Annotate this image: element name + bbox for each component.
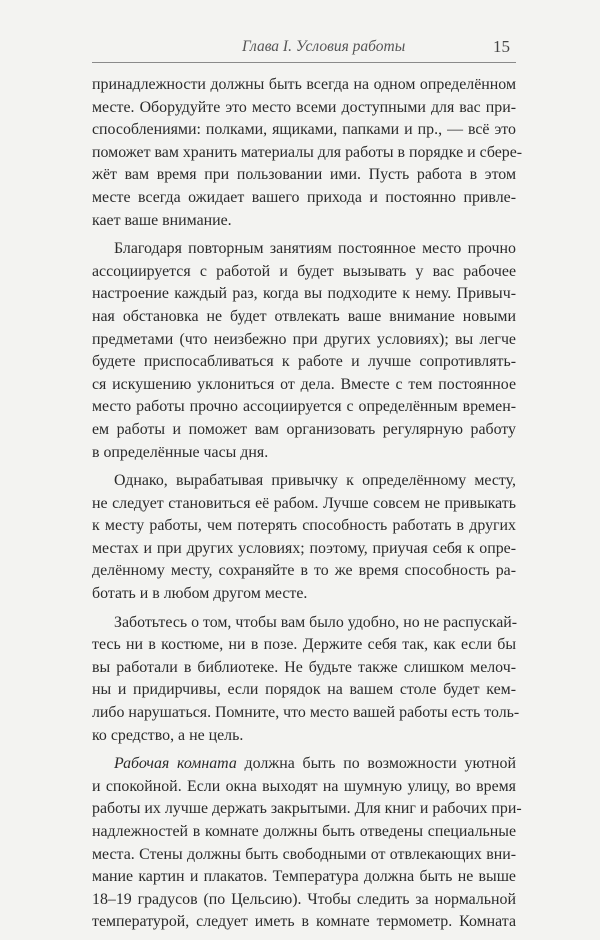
header-rule bbox=[92, 62, 516, 63]
text-line: будете приспосабливаться к работе и лучше сопротивлять- bbox=[92, 353, 516, 371]
text-line: местах и при других условиях; поэтому, приучая себя к опре- bbox=[92, 539, 516, 557]
text-line: к месту работы, чем потерять способность работать в других bbox=[92, 517, 516, 535]
text-line bbox=[92, 753, 516, 776]
text-line: работы их лучше держать закрытыми. Для книг и рабочих при- bbox=[92, 800, 522, 818]
text-line: принадлежности должны быть всегда на одном определённом bbox=[92, 76, 516, 93]
text-line: и спокойной. Если окна выходят на шумную улицу, во время bbox=[92, 777, 516, 795]
text-line: либо нарушаться. Помните, что место вашей работы есть толь- bbox=[92, 704, 520, 722]
text-line: ся искушению уклониться от дела. Вместе с тем постоянное bbox=[92, 375, 516, 393]
text-line: настроение каждый раз, когда вы подходите к нему. Привыч- bbox=[92, 285, 516, 303]
text-line: ная обстановка не будет отвлекать ваше внимание новыми bbox=[92, 307, 516, 325]
running-title: Глава I. Условия работы bbox=[242, 38, 406, 55]
text-line: вы работали в библиотеке. Не будьте также слишком мелоч- bbox=[92, 658, 516, 676]
text-line: места. Стены должны быть свободными от отвлекающих вни- bbox=[92, 845, 516, 863]
text-line: надлежностей в комнате должны быть отведены специальные bbox=[92, 823, 516, 840]
text-line: ны и придирчивы, если порядок на вашем столе будет кем- bbox=[92, 681, 516, 699]
text-line: температурой, следует иметь в комнате термометр. Комната bbox=[92, 913, 516, 931]
text-line: ко средство, а не цель. bbox=[92, 726, 244, 744]
text-line: месте. Оборудуйте это место всеми доступными для вас при- bbox=[92, 98, 516, 116]
page-header bbox=[92, 34, 516, 62]
text-line: жёт вам время при пользовании ими. Пусть работа в этом bbox=[92, 166, 516, 184]
text-line: месте всегда ожидает вашего прихода и постоянно привле- bbox=[92, 188, 516, 206]
text-line: ботать и в любом другом месте. bbox=[92, 585, 308, 603]
paragraph bbox=[92, 238, 516, 464]
text-line: в определённые часы дня. bbox=[92, 443, 269, 461]
text-line: ассоциируется с работой и будет вызывать у вас рабочее bbox=[92, 262, 516, 280]
paragraph bbox=[92, 612, 520, 748]
text-line: делённому месту, сохраняйте в то же время способность ра- bbox=[92, 562, 516, 580]
text-line: способлениями: полками, ящиками, папками и пр., — всё это bbox=[92, 121, 516, 139]
text-line: ем работы и поможет вам организовать регулярную работу bbox=[92, 420, 516, 438]
text-line: кает ваше внимание. bbox=[92, 211, 232, 229]
text-line: поможет вам хранить материалы для работы в порядке и сбере- bbox=[92, 143, 523, 161]
paragraph bbox=[92, 753, 522, 934]
text-line: тесь ни в костюме, ни в позе. Держите себя так, как если бы bbox=[92, 636, 516, 654]
text-fragment: должна быть по возможности уютной bbox=[236, 755, 517, 773]
text-line: мание картин и плакатов. Температура должна быть не выше bbox=[92, 868, 516, 886]
emphasized-term: Рабочая комната bbox=[114, 755, 237, 773]
paragraph bbox=[92, 74, 523, 232]
text-line: предметами (что неизбежно при других условиях); вы легче bbox=[92, 330, 516, 348]
paragraph bbox=[92, 470, 516, 606]
text-line: не следует становиться её рабом. Лучше совсем не привыкать bbox=[92, 494, 516, 512]
text-line: 18–19 градусов (по Цельсию). Чтобы следить за нормальной bbox=[92, 890, 516, 908]
text-line: место работы прочно ассоциируется с определённым времен- bbox=[92, 398, 516, 416]
text-line: Благодаря повторным занятиям постоянное место прочно bbox=[114, 240, 516, 258]
text-line: Заботьтесь о том, чтобы вам было удобно, но не распускай- bbox=[114, 613, 518, 631]
text-line: Однако, вырабатывая привычку к определённому месту, bbox=[114, 472, 516, 490]
page-body bbox=[92, 74, 523, 940]
page-number: 15 bbox=[493, 37, 510, 56]
